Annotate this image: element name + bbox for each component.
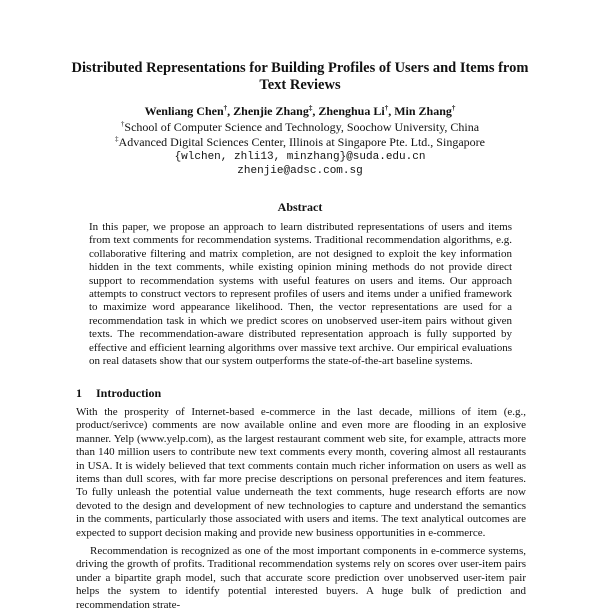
abstract-heading: Abstract — [277, 200, 323, 214]
paper-title: Distributed Representations for Building Profiles of Users and Items from Text Reviews — [71, 60, 529, 93]
affiliation-text: School of Computer Science and Technology, Soochow University, China — [124, 120, 480, 134]
affiliation — [60, 135, 540, 149]
body-paragraph: With the prosperity of Internet-based e-commerce in the last decade, millions of item (e.g., product/serivce) comments are now available online and even more are flooding in an explosive manner. Yelp (www.yelp.com), as the largest restaurant comment web site, for example, attracts more than 140 million users to contribute new text comments every month, covering almost all restaurants in USA. It is widely believed that text comments contain much richer information on users as well as items than dull scores, with far more precise descriptions on personal preferences and item features. To fully unleash the potential value underneath the text comments, huge research efforts are now devoted to the design and development of new technologies to capture and understand the semantics in the comments, particularly those associated with users and items. The text analytical outcomes are expected to support decision making and provide new business opportunities in e-commerce. — [76, 406, 526, 539]
author-mark: † — [223, 104, 228, 112]
author-list: Wenliang Chen†, Zhenjie Zhang‡, Zhenghua Li†, Min Zhang† — [144, 104, 456, 118]
author-mark: † — [451, 104, 456, 112]
affiliation-text: Advanced Digital Sciences Center, Illinois at Singapore Pte. Ltd., Singapore — [118, 135, 485, 149]
author-mark: ‡ — [308, 104, 313, 112]
body-paragraph: Recommendation is recognized as one of the most important components in e-commerce systems, driving the growth of profits. Traditional recommendation systems rely on scores over user-item pairs under a bipartite graph model, such that accurate score prediction over unobserved user-item pair helps the system to identify potential interested buyers. A huge bulk of prediction and recommendation strate- — [76, 545, 526, 611]
section-title: Introduction — [96, 386, 162, 400]
author-name: Wenliang Chen — [144, 104, 224, 118]
affiliation — [60, 120, 540, 134]
section-heading — [76, 386, 161, 401]
author-name: Zhenjie Zhang — [233, 104, 309, 118]
email-line: zhenjie@adsc.com.sg — [237, 165, 363, 177]
author-name: Min Zhang — [394, 104, 452, 118]
abstract-text: In this paper, we propose an approach to learn distributed representations of users and items from text comments for recommendation systems. Traditional recommendation algorithms, e.g. collaborative filtering and matrix completion, are not designed to exploit the key information hidden in the text comments, while existing opinion mining methods do not provide direct support to recommendation systems with useful features on users and items. Our approach attempts to construct vectors to represent profiles of users and items under a unified framework to maximize word appearance likelihood. Then, the vector representations are used for a recommendation task in which we predict scores on unobserved user-item pairs without given texts. The recommendation-aware distributed representation approach is fully supported by effective and efficient learning algorithms over massive text archive. Our empirical evaluations on real datasets show that our system outperforms the state-of-the-art baseline systems. — [89, 221, 512, 368]
email-line: {wlchen, zhli13, minzhang}@suda.edu.cn — [174, 151, 426, 163]
author-mark: † — [384, 104, 389, 112]
section-number: 1 — [76, 386, 82, 400]
author-name: Zhenghua Li — [318, 104, 385, 118]
affiliation-mark: ‡ — [115, 135, 119, 143]
affiliation-mark: † — [120, 120, 125, 128]
